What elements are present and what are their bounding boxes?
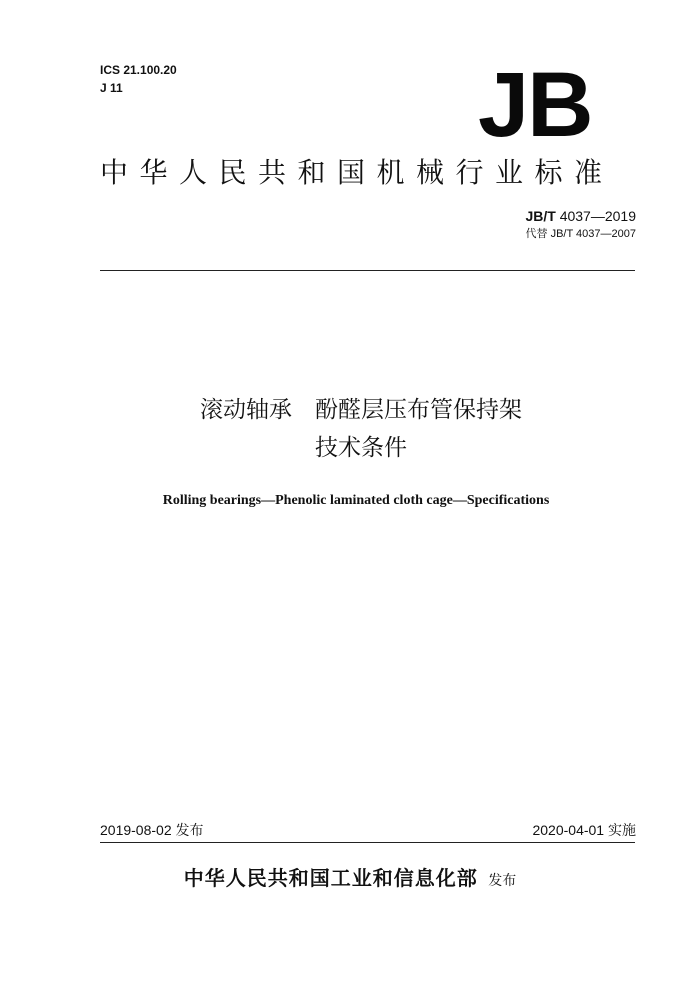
standard-number-value: 4037—2019 [559, 208, 636, 224]
publisher-suffix: 发布 [488, 873, 517, 889]
document-title-chinese [0, 392, 700, 466]
document-title-english: Rolling bearings—Phenolic laminated cloth cage—Specifications [162, 493, 550, 508]
title-cn-line-1: 滚动轴承 酚醛层压布管保持架 [200, 397, 522, 423]
publisher [0, 865, 700, 894]
implementation-date: 2020-04-01 实施 [532, 822, 636, 838]
classification-code: J 11 [100, 81, 123, 95]
issue-date: 2019-08-02 发布 [100, 822, 204, 838]
jb-logo: JB [478, 54, 592, 156]
standard-number-prefix: JB/T [525, 208, 556, 224]
standard-number [525, 208, 636, 224]
replaces-standard: 代替 JB/T 4037—2007 [525, 228, 636, 240]
standard-category-title: 中华人民共和国机械行业标准 [100, 156, 614, 189]
title-cn-line-2: 技术条件 [315, 435, 407, 461]
ics-code: ICS 21.100.20 [100, 63, 177, 77]
publisher-name: 中华人民共和国工业和信息化部 [183, 866, 478, 890]
header-divider [100, 270, 635, 271]
footer-divider [100, 842, 635, 843]
